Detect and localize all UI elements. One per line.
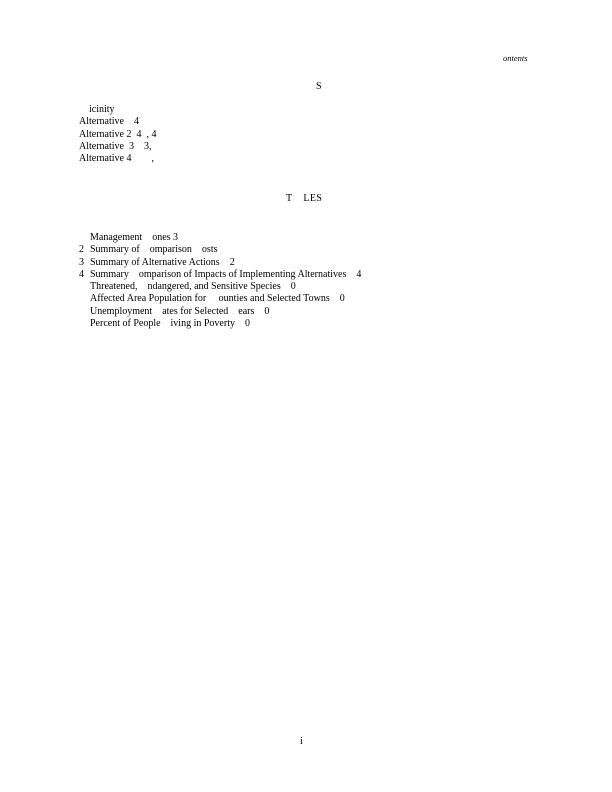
table-entry-label: Summary of omparison osts	[90, 244, 218, 256]
table-entry-label: Summary omparison of Impacts of Implementing Alternatives 4	[90, 268, 362, 280]
figure-entry[interactable]	[79, 153, 156, 165]
table-entry[interactable]	[79, 257, 361, 269]
list-of-figures	[79, 104, 156, 165]
figure-entry[interactable]	[79, 129, 156, 141]
figure-entry-label: icinity	[79, 104, 115, 115]
table-entry-label: Unemployment ates for Selected ears 0	[90, 305, 270, 317]
list-of-tables-title: T LES	[286, 193, 323, 204]
page-number: i	[300, 736, 303, 747]
figure-entry[interactable]	[79, 141, 156, 153]
table-entry-label: Management ones 3	[90, 232, 179, 243]
table-entry-label: Threatened, ndangered, and Sensitive Species 0	[90, 281, 296, 293]
figure-entry-label: Alternative 2 4 , 4	[79, 128, 157, 140]
figure-entry-label: Alternative 4	[79, 116, 139, 128]
table-entry[interactable]	[79, 244, 361, 256]
table-entry[interactable]	[79, 281, 361, 293]
table-entry-label: Summary of Alternative Actions 2	[90, 256, 235, 268]
table-entry[interactable]	[79, 232, 361, 244]
figure-entry[interactable]	[79, 116, 156, 128]
table-entry-number: 3	[79, 256, 84, 268]
table-entry-label: Affected Area Population for ounties and Selected Towns 0	[90, 293, 345, 305]
table-entry[interactable]	[79, 269, 361, 281]
figure-entry-label: Alternative 4 ,	[79, 153, 154, 165]
table-entry[interactable]	[79, 318, 361, 330]
table-entry-label: Percent of People iving in Poverty 0	[90, 318, 250, 330]
table-entry[interactable]	[79, 306, 361, 318]
figure-entry[interactable]	[79, 104, 156, 116]
list-of-figures-title: S	[316, 81, 322, 92]
running-header: ontents	[503, 53, 528, 63]
list-of-tables	[79, 232, 361, 330]
figure-entry-label: Alternative 3 3,	[79, 140, 152, 152]
table-entry-number: 2	[79, 244, 84, 256]
table-entry-number: 4	[79, 268, 84, 280]
table-entry[interactable]	[79, 293, 361, 305]
